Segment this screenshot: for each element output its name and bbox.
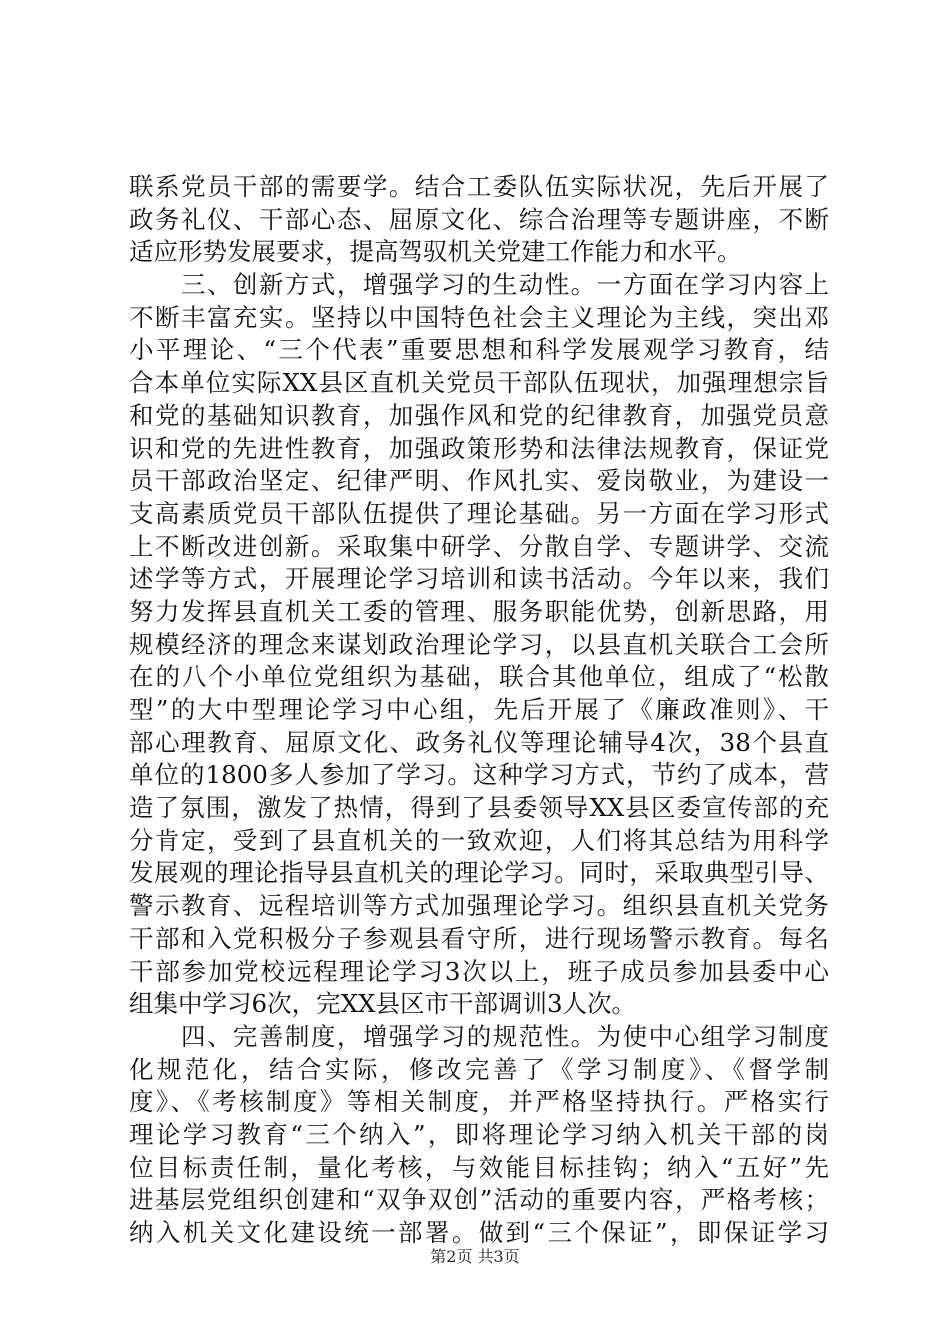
text-line: 适应形势发展要求，提高驾驭机关党建工作能力和水平。 (129, 237, 742, 267)
text-line: 上不断改进创新。采取集中研学、分散自学、专题讲学、交流 (129, 531, 829, 561)
text-line: 化规范化，结合实际，修改完善了《学习制度》、《督学制 (129, 1054, 829, 1084)
text-line: 支高素质党员干部队伍提供了理论基础。另一方面在学习形式 (129, 498, 829, 528)
text-line: 在的八个小单位党组织为基础，联合其他单位，组成了“松散 (129, 662, 829, 692)
text-line: 组集中学习6次，完XX县区市干部调训3人次。 (129, 989, 637, 1019)
text-line: 三、创新方式，增强学习的生动性。一方面在学习内容上 (129, 270, 829, 300)
page-footer: 第2页 共3页 (430, 1247, 520, 1266)
text-line: 规模经济的理念来谋划政治理论学习，以县直机关联合工会所 (129, 629, 829, 659)
text-line: 员干部政治坚定、纪律严明、作风扎实、爱岗敬业，为建设一 (129, 466, 829, 496)
text-line: 努力发挥县直机关工委的管理、服务职能优势，创新思路，用 (129, 596, 829, 626)
text-line: 纳入机关文化建设统一部署。做到“三个保证”，即保证学习 (129, 1218, 829, 1247)
text-line: 不断丰富充实。坚持以中国特色社会主义理论为主线，突出邓 (129, 302, 829, 332)
text-line: 小平理论、“三个代表”重要思想和科学发展观学习教育，结 (129, 335, 829, 365)
text-line: 部心理教育、屈原文化、政务礼仪等理论辅导4次，38个县直 (129, 727, 829, 757)
text-line: 进基层党组织创建和“双争双创”活动的重要内容，严格考核； (129, 1185, 829, 1215)
text-line: 四、完善制度，增强学习的规范性。为使中心组学习制度 (129, 1021, 829, 1051)
text-line: 干部和入党积极分子参观县看守所，进行现场警示教育。每名 (129, 923, 829, 953)
text-line: 合本单位实际XX县区直机关党员干部队伍现状，加强理想宗旨 (129, 368, 829, 398)
body-text (129, 171, 829, 1250)
text-line: 干部参加党校远程理论学习3次以上，班子成员参加县委中心 (129, 956, 829, 986)
text-line: 和党的基础知识教育，加强作风和党的纪律教育，加强党员意 (129, 400, 829, 430)
text-line: 位目标责任制，量化考核，与效能目标挂钩；纳入“五好”先 (129, 1152, 829, 1182)
text-line: 单位的1800多人参加了学习。这种学习方式，节约了成本，营 (129, 760, 829, 790)
text-line: 造了氛围，激发了热情，得到了县委领导XX县区委宣传部的充 (129, 793, 829, 823)
text-line: 警示教育、远程培训等方式加强理论学习。组织县直机关党务 (129, 891, 829, 921)
text-line: 发展观的理论指导县直机关的理论学习。同时，采取典型引导、 (129, 858, 829, 888)
text-line: 度》、《考核制度》等相关制度，并严格坚持执行。严格实行 (129, 1087, 829, 1117)
text-line: 识和党的先进性教育，加强政策形势和法律法规教育，保证党 (129, 433, 829, 463)
text-line: 联系党员干部的需要学。结合工委队伍实际状况，先后开展了 (129, 172, 829, 201)
text-line: 型”的大中型理论学习中心组，先后开展了《廉政准则》、干 (129, 695, 829, 724)
text-line: 理论学习教育“三个纳入”，即将理论学习纳入机关干部的岗 (129, 1119, 829, 1149)
text-line: 分肯定，受到了县直机关的一致欢迎，人们将其总结为用科学 (129, 825, 829, 855)
text-line: 述学等方式，开展理论学习培训和读书活动。今年以来，我们 (129, 564, 829, 594)
text-line: 政务礼仪、干部心态、屈原文化、综合治理等专题讲座，不断 (129, 204, 829, 234)
